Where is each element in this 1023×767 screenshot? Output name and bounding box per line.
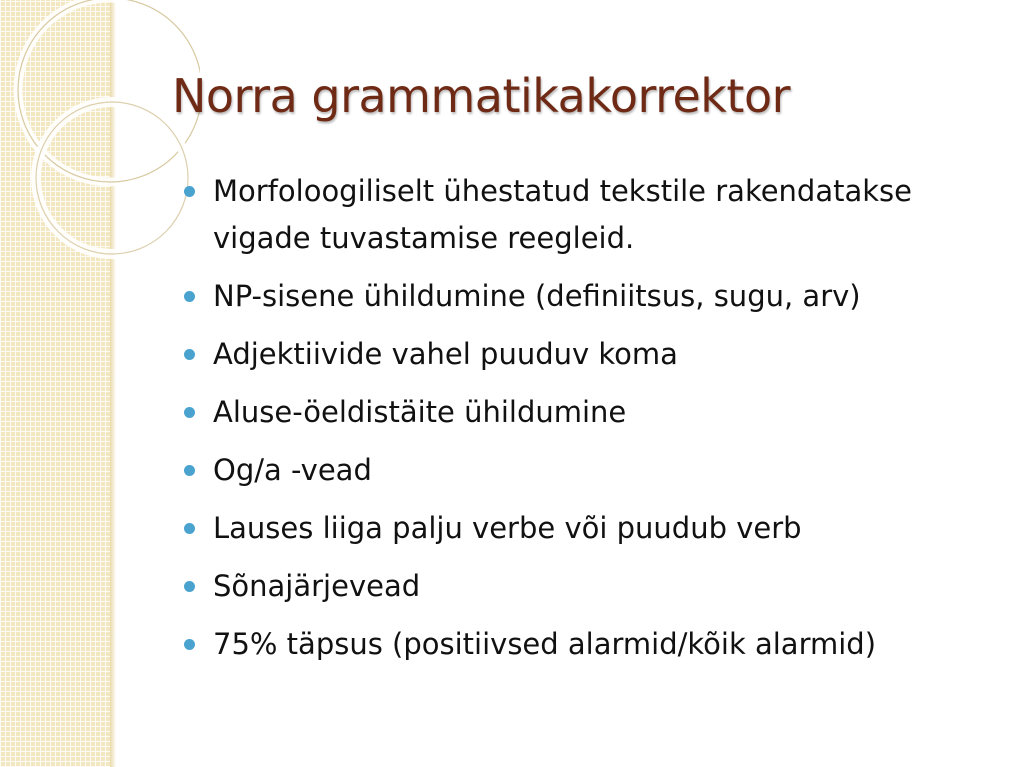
- bullet-icon: [184, 523, 195, 534]
- slide-title: Norra grammatikakorrektor: [172, 69, 791, 123]
- bullet-icon: [184, 465, 195, 476]
- bullet-item: [184, 168, 984, 262]
- bullet-item: [184, 447, 984, 494]
- decorative-rings: [0, 0, 200, 300]
- bullet-icon: [184, 407, 195, 418]
- bullet-item: [184, 621, 984, 668]
- bullet-icon: [184, 349, 195, 360]
- bullet-text: 75% täpsus (positiivsed alarmid/kõik alarmid): [213, 627, 877, 661]
- bullet-text: NP-sisene ühildumine (definiitsus, sugu, arv): [213, 279, 861, 313]
- bullet-list: [184, 168, 984, 679]
- bullet-text: Adjektiivide vahel puuduv koma: [213, 337, 678, 371]
- bullet-text: Og/a -vead: [213, 453, 372, 487]
- bullet-icon: [184, 581, 195, 592]
- bullet-item: [184, 331, 984, 378]
- bullet-item: [184, 505, 984, 552]
- bullet-icon: [184, 639, 195, 650]
- bullet-icon: [184, 291, 195, 302]
- bullet-text: Lauses liiga palju verbe või puudub verb: [213, 511, 802, 545]
- bullet-icon: [184, 186, 195, 197]
- bullet-text: Sõnajärjevead: [213, 569, 421, 603]
- bullet-text: Morfoloogiliselt ühestatud tekstile rakendatakse vigade tuvastamise reegleid.: [213, 174, 912, 255]
- bullet-item: [184, 389, 984, 436]
- bullet-item: [184, 563, 984, 610]
- bullet-item: [184, 273, 984, 320]
- bullet-text: Aluse-öeldistäite ühildumine: [213, 395, 627, 429]
